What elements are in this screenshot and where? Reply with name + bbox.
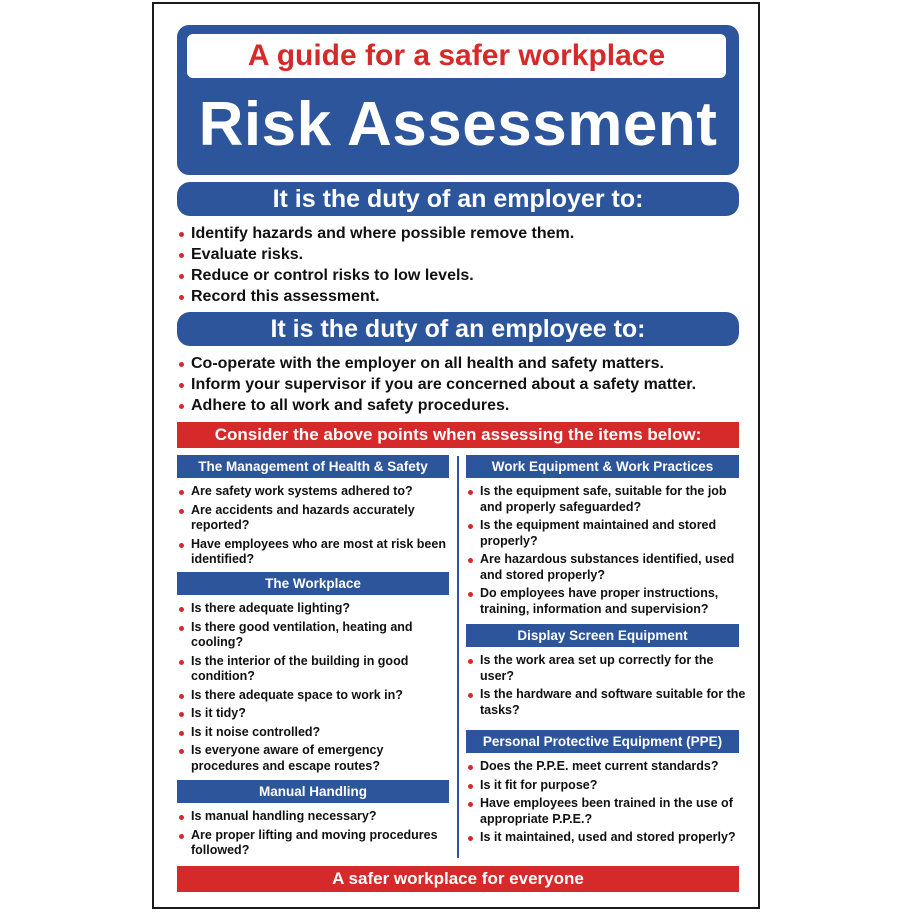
footer-banner: A safer workplace for everyone [177, 866, 739, 892]
employer-duty-heading: It is the duty of an employer to: [177, 182, 739, 216]
list-item: Is the work area set up correctly for the user? [466, 653, 746, 684]
ppe-list [466, 759, 746, 849]
list-item: Is the equipment safe, suitable for the job and properly safeguarded? [466, 484, 746, 515]
poster-header [177, 25, 739, 175]
list-item: Are accidents and hazards accurately reported? [177, 503, 453, 534]
employee-duty-heading: It is the duty of an employee to: [177, 312, 739, 346]
column-divider [457, 456, 459, 858]
list-item: Is everyone aware of emergency procedures and escape routes? [177, 743, 453, 774]
poster-title: Risk Assessment [198, 90, 718, 159]
list-item: Identify hazards and where possible remove them. [177, 223, 747, 244]
list-item: Is there adequate space to work in? [177, 688, 453, 704]
list-item: Are proper lifting and moving procedures followed? [177, 828, 453, 859]
list-item: Does the P.P.E. meet current standards? [466, 759, 746, 775]
display-screen-list [466, 653, 746, 721]
employee-duty-list [177, 353, 747, 416]
list-item: Is it maintained, used and stored properly? [466, 830, 746, 846]
section-heading-manual-handling: Manual Handling [177, 780, 449, 803]
poster-subtitle: A guide for a safer workplace [187, 34, 726, 78]
section-heading-workplace: The Workplace [177, 572, 449, 595]
list-item: Have employees been trained in the use of appropriate P.P.E.? [466, 796, 746, 827]
section-heading-display-screen: Display Screen Equipment [466, 624, 739, 647]
list-item: Is manual handling necessary? [177, 809, 453, 825]
list-item: Is it tidy? [177, 706, 453, 722]
section-heading-ppe: Personal Protective Equipment (PPE) [466, 730, 739, 753]
list-item: Evaluate risks. [177, 244, 747, 265]
list-item: Is there good ventilation, heating and cooling? [177, 620, 453, 651]
list-item: Record this assessment. [177, 286, 747, 307]
employer-duty-list [177, 223, 747, 307]
workplace-list [177, 601, 453, 777]
list-item: Is the interior of the building in good condition? [177, 654, 453, 685]
risk-assessment-poster [152, 2, 760, 909]
manual-handling-list [177, 809, 453, 862]
section-heading-work-equipment: Work Equipment & Work Practices [466, 455, 739, 478]
list-item: Is there adequate lighting? [177, 601, 453, 617]
list-item: Is the hardware and software suitable for the tasks? [466, 687, 746, 718]
work-equipment-list [466, 484, 746, 620]
list-item: Is it fit for purpose? [466, 778, 746, 794]
list-item: Do employees have proper instructions, training, information and supervision? [466, 586, 746, 617]
list-item: Co-operate with the employer on all health and safety matters. [177, 353, 747, 374]
list-item: Have employees who are most at risk been identified? [177, 537, 453, 568]
list-item: Reduce or control risks to low levels. [177, 265, 747, 286]
section-heading-management: The Management of Health & Safety [177, 455, 449, 478]
list-item: Is it noise controlled? [177, 725, 453, 741]
management-list [177, 484, 453, 571]
consider-banner: Consider the above points when assessing the items below: [177, 422, 739, 448]
list-item: Are hazardous substances identified, used and stored properly? [466, 552, 746, 583]
list-item: Inform your supervisor if you are concerned about a safety matter. [177, 374, 747, 395]
list-item: Are safety work systems adhered to? [177, 484, 453, 500]
list-item: Is the equipment maintained and stored properly? [466, 518, 746, 549]
list-item: Adhere to all work and safety procedures. [177, 395, 747, 416]
